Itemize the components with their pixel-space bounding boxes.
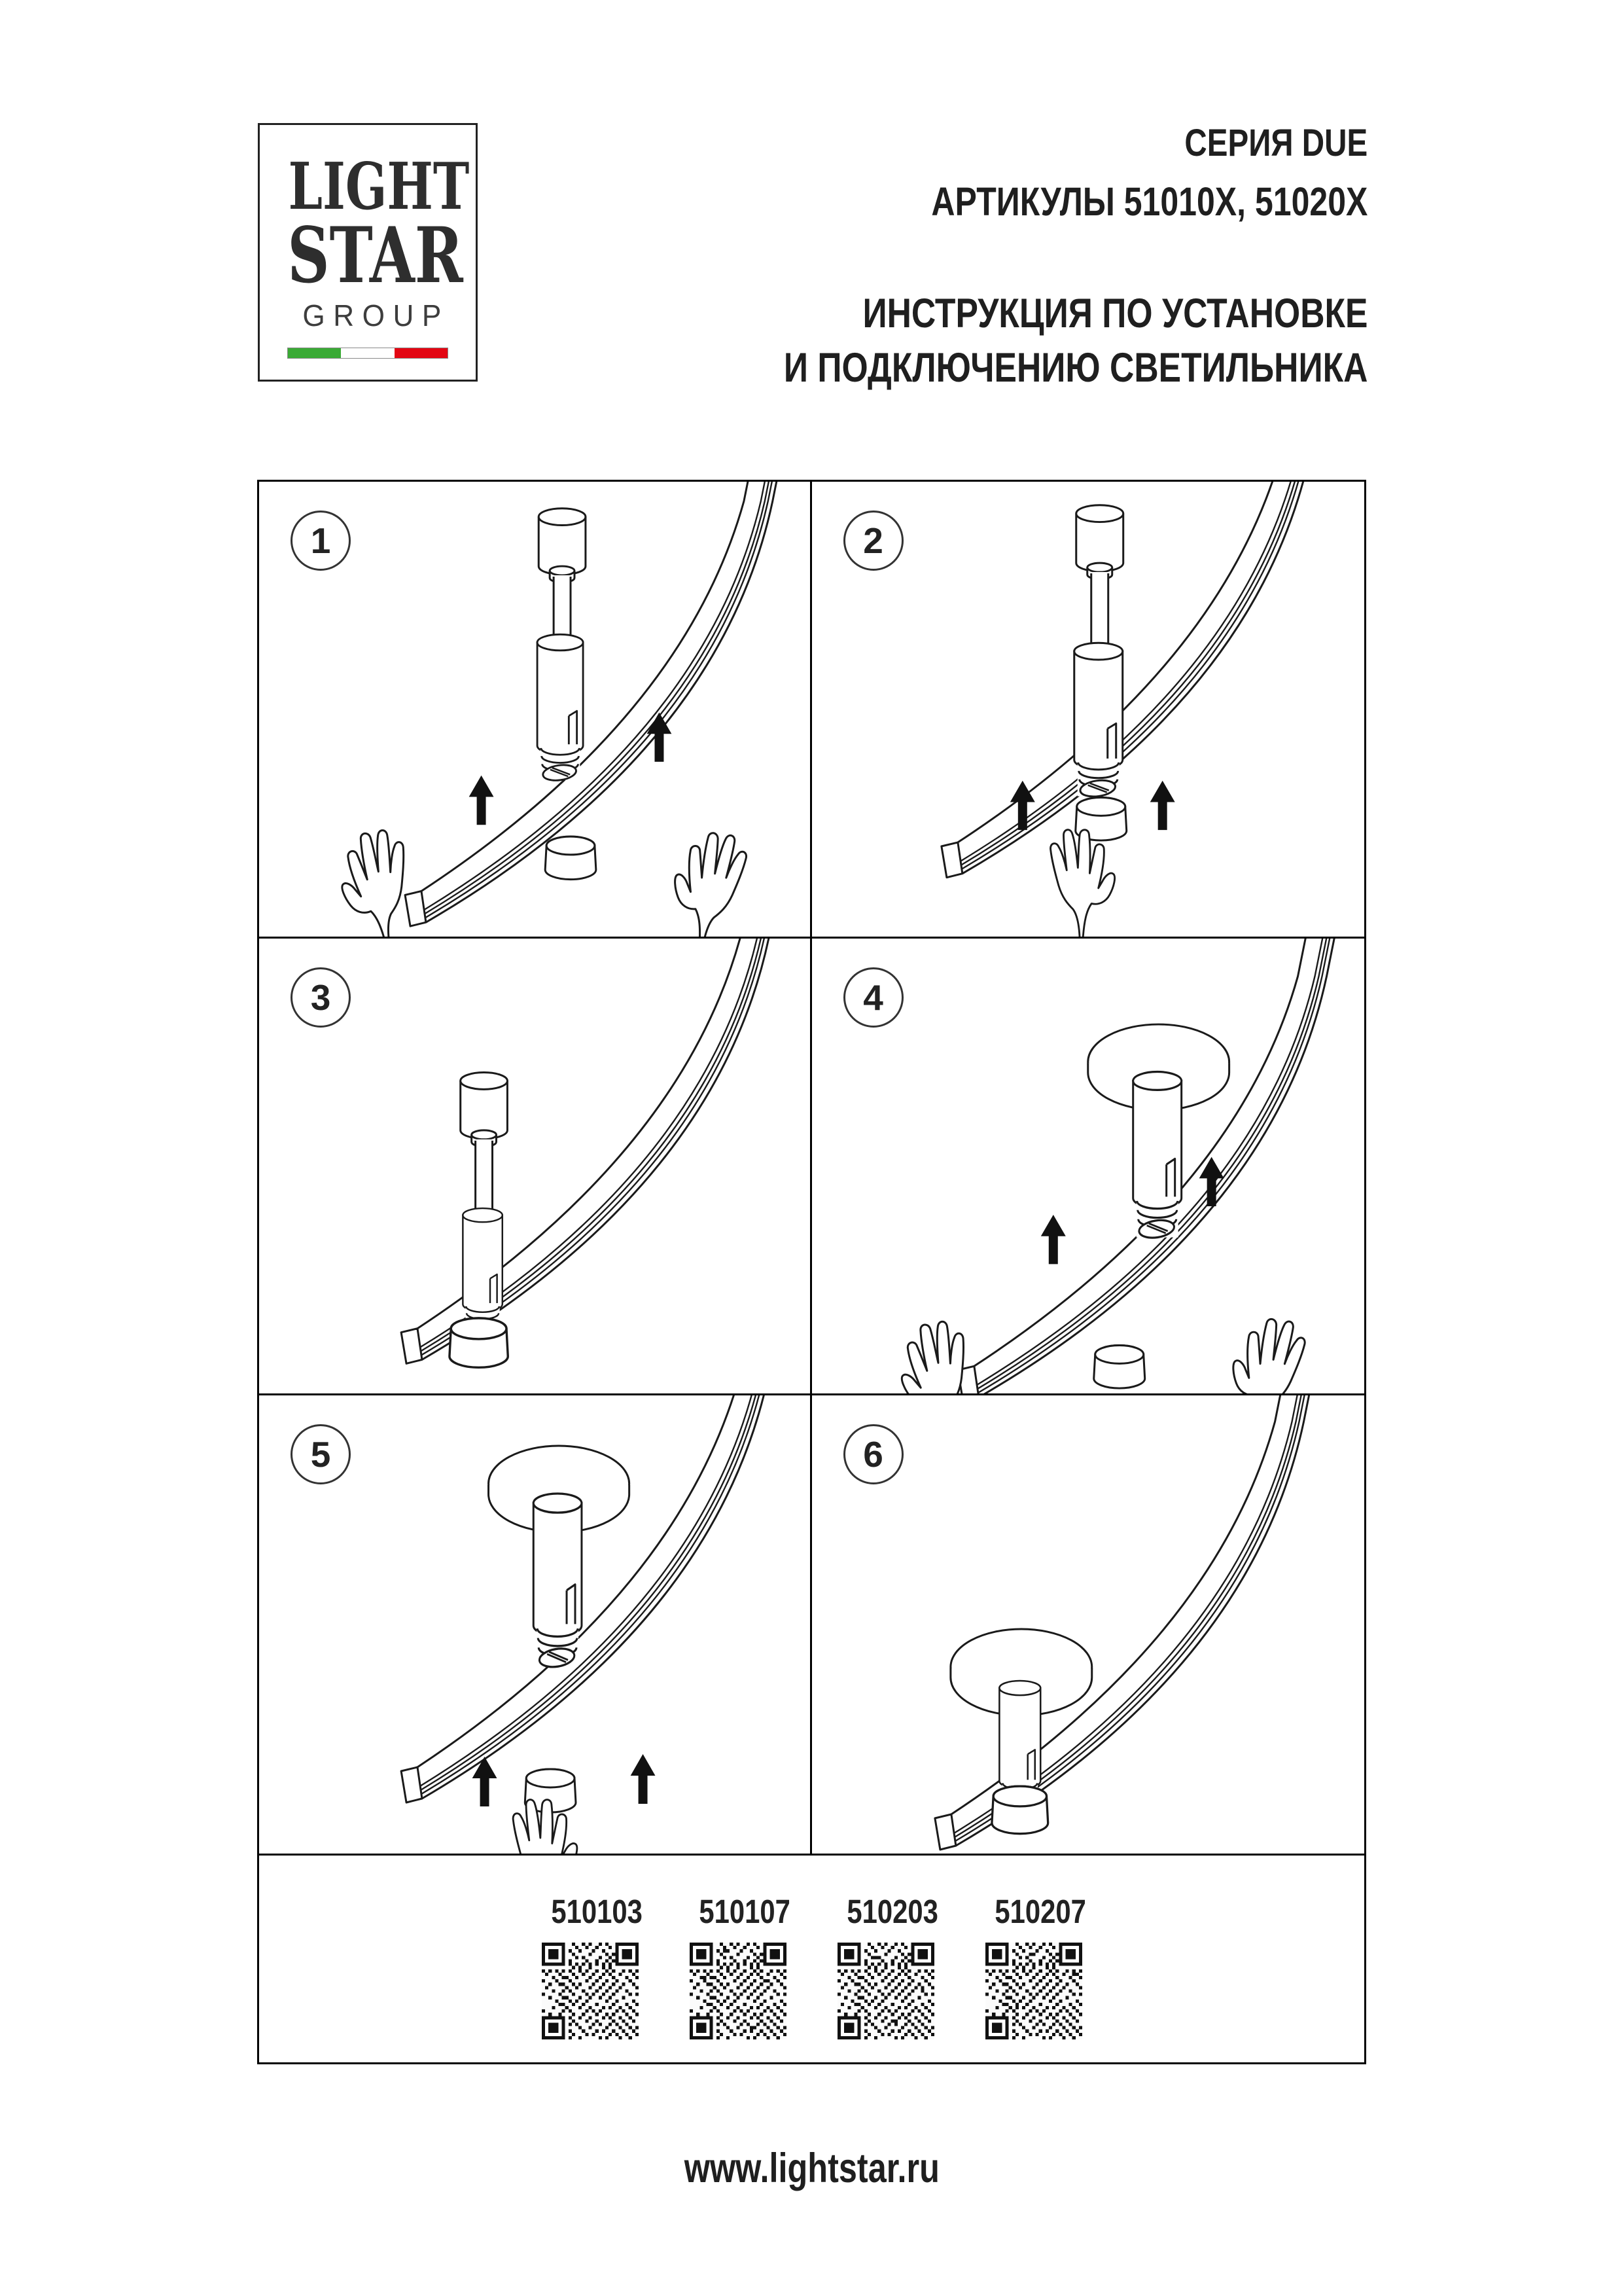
arrow-up-icon — [1150, 781, 1174, 830]
cap-icon — [1093, 1346, 1144, 1389]
article-code: 510107 — [698, 1893, 790, 1930]
panel-number-badge: 5 — [291, 1424, 351, 1484]
panel-3 — [259, 939, 812, 1395]
panel-number-badge: 2 — [843, 511, 904, 571]
panel-2 — [812, 482, 1365, 939]
series-title: СЕРИЯ DUE — [1184, 122, 1368, 164]
adapter-icon — [463, 1208, 502, 1336]
hand-icon — [666, 829, 749, 937]
qr-code — [690, 1943, 786, 2039]
panel-number-badge: 3 — [291, 967, 351, 1028]
qr-group — [689, 1893, 790, 2043]
arrow-up-icon — [469, 776, 494, 825]
track-icon — [934, 1395, 1315, 1850]
qr-codes-row — [259, 1856, 1364, 2062]
cap-icon — [545, 836, 596, 880]
panel-4 — [812, 939, 1365, 1395]
italian-flag-icon — [287, 348, 448, 359]
cap-icon — [991, 1786, 1048, 1834]
pendant-fixing-icon — [461, 1073, 508, 1213]
article-code: 510207 — [994, 1893, 1086, 1930]
qr-group — [541, 1893, 643, 2043]
arrow-up-icon — [631, 1754, 656, 1804]
panel-number-badge: 6 — [843, 1424, 904, 1484]
logo-group-text: GROUP — [302, 298, 450, 332]
logo-star-text: STAR — [287, 210, 463, 301]
panel-5 — [259, 1395, 812, 1856]
qr-code — [542, 1943, 639, 2039]
article-code: 510103 — [550, 1893, 643, 1930]
panel-6 — [812, 1395, 1365, 1856]
instructions-grid — [257, 480, 1366, 2064]
website-url: www.lightstar.ru — [684, 2145, 940, 2191]
qr-code — [985, 1943, 1082, 2039]
panel-1 — [259, 482, 812, 939]
qr-group — [837, 1893, 938, 2043]
hand-icon — [1224, 1315, 1307, 1393]
lightstar-logo — [258, 123, 478, 382]
pendant-fixing-icon — [1076, 505, 1123, 646]
track-icon — [941, 482, 1322, 878]
pendant-fixing-icon — [538, 509, 586, 649]
track-icon — [401, 939, 781, 1363]
articles-title: АРТИКУЛЫ 51010Х, 51020Х — [931, 179, 1368, 224]
adapter-icon — [1074, 643, 1122, 798]
hand-icon — [1050, 830, 1114, 937]
qr-code — [838, 1943, 934, 2039]
adapter-icon — [537, 634, 583, 782]
panel-number-badge: 4 — [843, 967, 904, 1028]
panel-number-badge: 1 — [291, 511, 351, 571]
qr-group — [985, 1893, 1086, 2043]
adapter-icon — [533, 1494, 582, 1669]
hand-icon — [334, 827, 420, 937]
adapter-icon — [1133, 1072, 1181, 1240]
article-code: 510203 — [846, 1893, 938, 1930]
instruction-title-line1: ИНСТРУКЦИЯ ПО УСТАНОВКЕ — [862, 291, 1368, 336]
arrow-up-icon — [1040, 1215, 1065, 1264]
logo-light-text: LIGHT — [288, 149, 470, 224]
instruction-title-line2: И ПОДКЛЮЧЕНИЮ СВЕТИЛЬНИКА — [783, 345, 1368, 391]
cap-icon — [450, 1318, 508, 1367]
